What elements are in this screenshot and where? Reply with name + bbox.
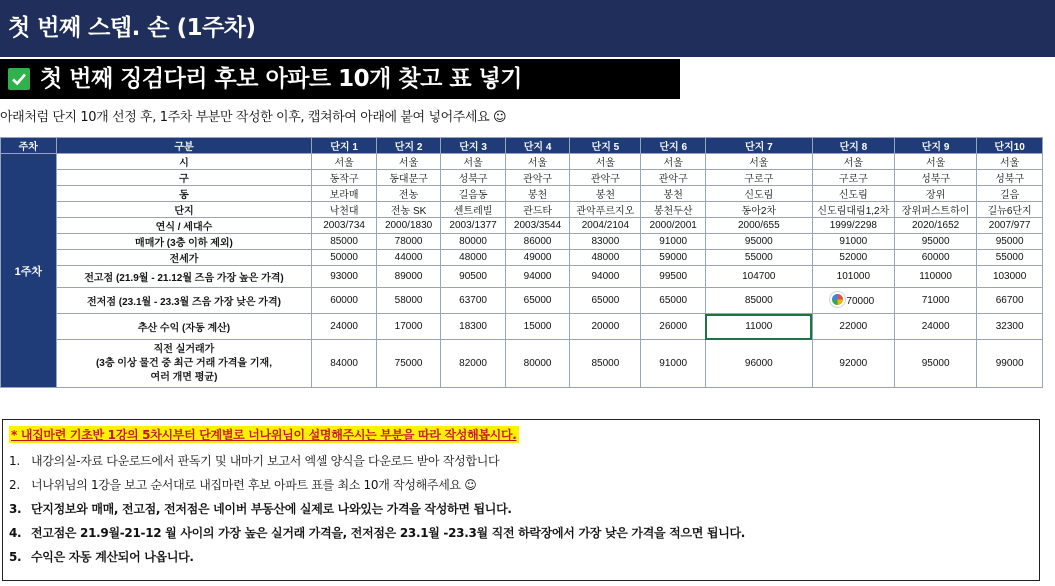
- table-cell[interactable]: 서울: [570, 154, 641, 170]
- table-cell[interactable]: 99500: [641, 266, 705, 288]
- table-cell[interactable]: 66700: [977, 288, 1043, 314]
- column-header: 단지 4: [505, 138, 569, 154]
- table-cell[interactable]: 96000: [705, 340, 812, 388]
- table-cell[interactable]: 길뉴6단지: [977, 202, 1043, 218]
- table-cell[interactable]: 95000: [894, 340, 976, 388]
- table-cell[interactable]: 서울: [812, 154, 894, 170]
- row-label: 시: [56, 154, 312, 170]
- item-number: 2.: [9, 478, 20, 492]
- highlight-note: * 내집마련 기초반 1강의 5차시부터 단계별로 너나위님이 설명해주시는 부분을 따라 작성해봅시다.: [11, 428, 517, 442]
- column-header: 구분: [56, 138, 312, 154]
- table-row: [1, 266, 1043, 288]
- apartment-candidates-table: [0, 137, 1043, 388]
- section-heading: [0, 59, 680, 99]
- table-cell[interactable]: 49000: [505, 250, 569, 266]
- item-text: 수익은 자동 계산되어 나옵니다.: [31, 550, 194, 564]
- table-header-row: [1, 138, 1043, 154]
- table-cell[interactable]: 85000: [705, 288, 812, 314]
- row-label: 전세가: [56, 250, 312, 266]
- table-cell[interactable]: 서울: [705, 154, 812, 170]
- table-cell[interactable]: 신도림: [812, 186, 894, 202]
- table-cell[interactable]: 2003/1377: [441, 218, 505, 234]
- table-cell[interactable]: 구로구: [705, 170, 812, 186]
- row-label: 전고점 (21.9월 - 21.12월 즈음 가장 높은 가격): [56, 266, 312, 288]
- table-row: [1, 186, 1043, 202]
- table-cell[interactable]: 85000: [312, 234, 376, 250]
- table-cell[interactable]: 2020/1652: [894, 218, 976, 234]
- table-cell[interactable]: 94000: [505, 266, 569, 288]
- table-row: [1, 170, 1043, 186]
- table-cell[interactable]: 장위퍼스트하이: [894, 202, 976, 218]
- column-header: 단지10: [977, 138, 1043, 154]
- table-cell[interactable]: 동대문구: [376, 170, 440, 186]
- table-cell[interactable]: 전농: [376, 186, 440, 202]
- table-cell[interactable]: 85000: [570, 340, 641, 388]
- table-cell[interactable]: 17000: [376, 314, 440, 340]
- column-header: 단지 7: [705, 138, 812, 154]
- page-title: 첫 번째 스텝. 손 (1주차): [0, 0, 1055, 57]
- table-cell[interactable]: 24000: [894, 314, 976, 340]
- table-row: [1, 340, 1043, 388]
- table-cell[interactable]: 성북구: [441, 170, 505, 186]
- table-cell[interactable]: 71000: [894, 288, 976, 314]
- table-cell[interactable]: 2000/2001: [641, 218, 705, 234]
- table-cell[interactable]: 86000: [505, 234, 569, 250]
- table-cell[interactable]: 봉천두산: [641, 202, 705, 218]
- checkmark-icon: [8, 68, 30, 90]
- table-cell[interactable]: 26000: [641, 314, 705, 340]
- row-label: 구: [56, 170, 312, 186]
- table-row: [1, 314, 1043, 340]
- row-label: 연식 / 세대수: [56, 218, 312, 234]
- table-cell[interactable]: 서울: [977, 154, 1043, 170]
- table-row: [1, 202, 1043, 218]
- table-cell[interactable]: 83000: [570, 234, 641, 250]
- table-cell[interactable]: 동아2차: [705, 202, 812, 218]
- table-cell[interactable]: 80000: [441, 234, 505, 250]
- table-cell[interactable]: 1999/2298: [812, 218, 894, 234]
- table-cell[interactable]: 2003/3544: [505, 218, 569, 234]
- table-cell[interactable]: 봉천: [505, 186, 569, 202]
- table-cell[interactable]: 봉천: [570, 186, 641, 202]
- list-item: [9, 473, 1033, 497]
- table-row: [1, 288, 1043, 314]
- table-cell[interactable]: 관악푸르지오: [570, 202, 641, 218]
- table-cell[interactable]: 15000: [505, 314, 569, 340]
- item-number: 4.: [9, 526, 22, 540]
- table-cell[interactable]: 103000: [977, 266, 1043, 288]
- column-header: 단지 5: [570, 138, 641, 154]
- table-cell[interactable]: 2000/655: [705, 218, 812, 234]
- section-heading-text: 첫 번째 징검다리 후보 아파트 10개 찾고 표 넣기: [40, 66, 522, 92]
- item-number: 3.: [9, 502, 22, 516]
- table-cell[interactable]: 75000: [376, 340, 440, 388]
- table-cell[interactable]: 65000: [505, 288, 569, 314]
- table-cell[interactable]: 95000: [705, 234, 812, 250]
- table-cell[interactable]: 성북구: [977, 170, 1043, 186]
- table-cell[interactable]: 89000: [376, 266, 440, 288]
- item-text: 단지정보와 매매, 전고점, 전저점은 네이버 부동산에 실제로 나와있는 가격을 작성하면 됩니다.: [31, 502, 512, 516]
- row-label: [56, 340, 312, 388]
- table-cell[interactable]: 104700: [705, 266, 812, 288]
- table-cell[interactable]: 65000: [641, 288, 705, 314]
- table-cell[interactable]: 78000: [376, 234, 440, 250]
- table-cell[interactable]: 22000: [812, 314, 894, 340]
- table-cell[interactable]: 110000: [894, 266, 976, 288]
- item-number: 1.: [9, 454, 20, 468]
- row-label: 동: [56, 186, 312, 202]
- table-cell[interactable]: 55000: [977, 250, 1043, 266]
- row-label: 추산 수익 (자동 계산): [56, 314, 312, 340]
- table-cell[interactable]: 동작구: [312, 170, 376, 186]
- row-label: 단지: [56, 202, 312, 218]
- table-cell[interactable]: 2000/1830: [376, 218, 440, 234]
- copilot-icon[interactable]: [832, 294, 843, 305]
- table-cell[interactable]: 32300: [977, 314, 1043, 340]
- table-cell[interactable]: 구로구: [812, 170, 894, 186]
- table-cell[interactable]: 55000: [705, 250, 812, 266]
- list-item: [9, 449, 1033, 473]
- table-cell[interactable]: 서울: [505, 154, 569, 170]
- column-header: 단지 1: [312, 138, 376, 154]
- table-cell[interactable]: 신도림: [705, 186, 812, 202]
- cell-value: 70000: [846, 296, 875, 307]
- table-cell[interactable]: 성북구: [894, 170, 976, 186]
- table-cell[interactable]: 58000: [376, 288, 440, 314]
- table-cell[interactable]: 99000: [977, 340, 1043, 388]
- table-cell[interactable]: 센트레빌: [441, 202, 505, 218]
- table-cell[interactable]: 48000: [570, 250, 641, 266]
- table-cell[interactable]: 80000: [505, 340, 569, 388]
- row-label: 매매가 (3층 이하 제외): [56, 234, 312, 250]
- table-cell[interactable]: 60000: [894, 250, 976, 266]
- table-row: [1, 154, 1043, 170]
- row-label-line: (3층 이상 물건 중 최근 거래 가격을 기재,: [95, 357, 272, 369]
- table-cell[interactable]: 60000: [312, 288, 376, 314]
- table-cell[interactable]: 관악구: [570, 170, 641, 186]
- item-text: 너나위님의 1강을 보고 순서대로 내집마련 후보 아파트 표를 최소 10개 작성해주세요 ☺: [31, 478, 477, 492]
- table-cell[interactable]: 101000: [812, 266, 894, 288]
- column-header: 단지 9: [894, 138, 976, 154]
- column-header: 주차: [1, 138, 57, 154]
- row-label-line: 직전 실거래가: [153, 343, 215, 355]
- table-cell[interactable]: 관드타: [505, 202, 569, 218]
- table-cell[interactable]: 봉천: [641, 186, 705, 202]
- week-label: 1주차: [1, 154, 57, 388]
- list-item: [9, 497, 1033, 521]
- column-header: 단지 6: [641, 138, 705, 154]
- table-cell[interactable]: 서울: [312, 154, 376, 170]
- table-cell[interactable]: 95000: [977, 234, 1043, 250]
- table-cell[interactable]: 서울: [894, 154, 976, 170]
- table-cell[interactable]: 50000: [312, 250, 376, 266]
- table-cell[interactable]: 92000: [812, 340, 894, 388]
- table-cell[interactable]: 20000: [570, 314, 641, 340]
- table-cell[interactable]: 18300: [441, 314, 505, 340]
- table-row: [1, 250, 1043, 266]
- item-text: 내강의실-자료 다운로드에서 판독기 및 내마기 보고서 엑셀 양식을 다운로드 받아 작성합니다: [31, 454, 500, 468]
- table-cell[interactable]: 52000: [812, 250, 894, 266]
- table-cell[interactable]: 94000: [570, 266, 641, 288]
- table-cell[interactable]: 관악구: [505, 170, 569, 186]
- table-cell[interactable]: 91000: [812, 234, 894, 250]
- table-cell[interactable]: 장위: [894, 186, 976, 202]
- instruction-text: 아래처럼 단지 10개 선정 후, 1주차 부분만 작성한 이후, 캡쳐하여 아래에 붙여 넣어주세요 ☺: [0, 110, 507, 125]
- list-item: [9, 521, 1033, 545]
- table-cell[interactable]: 93000: [312, 266, 376, 288]
- table-row: [1, 234, 1043, 250]
- item-text: 전고점은 21.9월-21-12 월 사이의 가장 높은 실거래 가격을, 전저점은 23.1월 -23.3월 직전 하락장에서 가장 낮은 가격을 적으면 됩니다.: [31, 526, 746, 540]
- table-cell[interactable]: 48000: [441, 250, 505, 266]
- notes-box: [2, 419, 1040, 581]
- item-number: 5.: [9, 550, 22, 564]
- table-cell[interactable]: 24000: [312, 314, 376, 340]
- table-cell[interactable]: 59000: [641, 250, 705, 266]
- selected-cell[interactable]: 11000: [705, 314, 812, 340]
- table-cell[interactable]: [812, 288, 894, 314]
- table-cell[interactable]: 신도림대림1,2차: [812, 202, 894, 218]
- table-cell[interactable]: 서울: [376, 154, 440, 170]
- table-cell[interactable]: 63700: [441, 288, 505, 314]
- table-cell[interactable]: 95000: [894, 234, 976, 250]
- row-label: 전저점 (23.1월 - 23.3월 즈음 가장 낮은 가격): [56, 288, 312, 314]
- column-header: 단지 3: [441, 138, 505, 154]
- table-cell[interactable]: 서울: [641, 154, 705, 170]
- table-cell[interactable]: 2007/977: [977, 218, 1043, 234]
- table-cell[interactable]: 91000: [641, 234, 705, 250]
- table-cell[interactable]: 90500: [441, 266, 505, 288]
- table-cell[interactable]: 91000: [641, 340, 705, 388]
- table-cell[interactable]: 2004/2104: [570, 218, 641, 234]
- table-cell[interactable]: 보라매: [312, 186, 376, 202]
- table-cell[interactable]: 길음동: [441, 186, 505, 202]
- table-cell[interactable]: 2003/734: [312, 218, 376, 234]
- table-cell[interactable]: 84000: [312, 340, 376, 388]
- table-cell[interactable]: 44000: [376, 250, 440, 266]
- table-cell[interactable]: 65000: [570, 288, 641, 314]
- table-cell[interactable]: 길음: [977, 186, 1043, 202]
- table-cell[interactable]: 서울: [441, 154, 505, 170]
- table-cell[interactable]: 관악구: [641, 170, 705, 186]
- column-header: 단지 2: [376, 138, 440, 154]
- table-row: [1, 218, 1043, 234]
- notes-list: [9, 449, 1033, 569]
- table-cell[interactable]: 낙천대: [312, 202, 376, 218]
- row-label-line: 여러 개면 평균): [150, 371, 218, 383]
- list-item: [9, 545, 1033, 569]
- column-header: 단지 8: [812, 138, 894, 154]
- table-cell[interactable]: 전농 SK: [376, 202, 440, 218]
- table-cell[interactable]: 82000: [441, 340, 505, 388]
